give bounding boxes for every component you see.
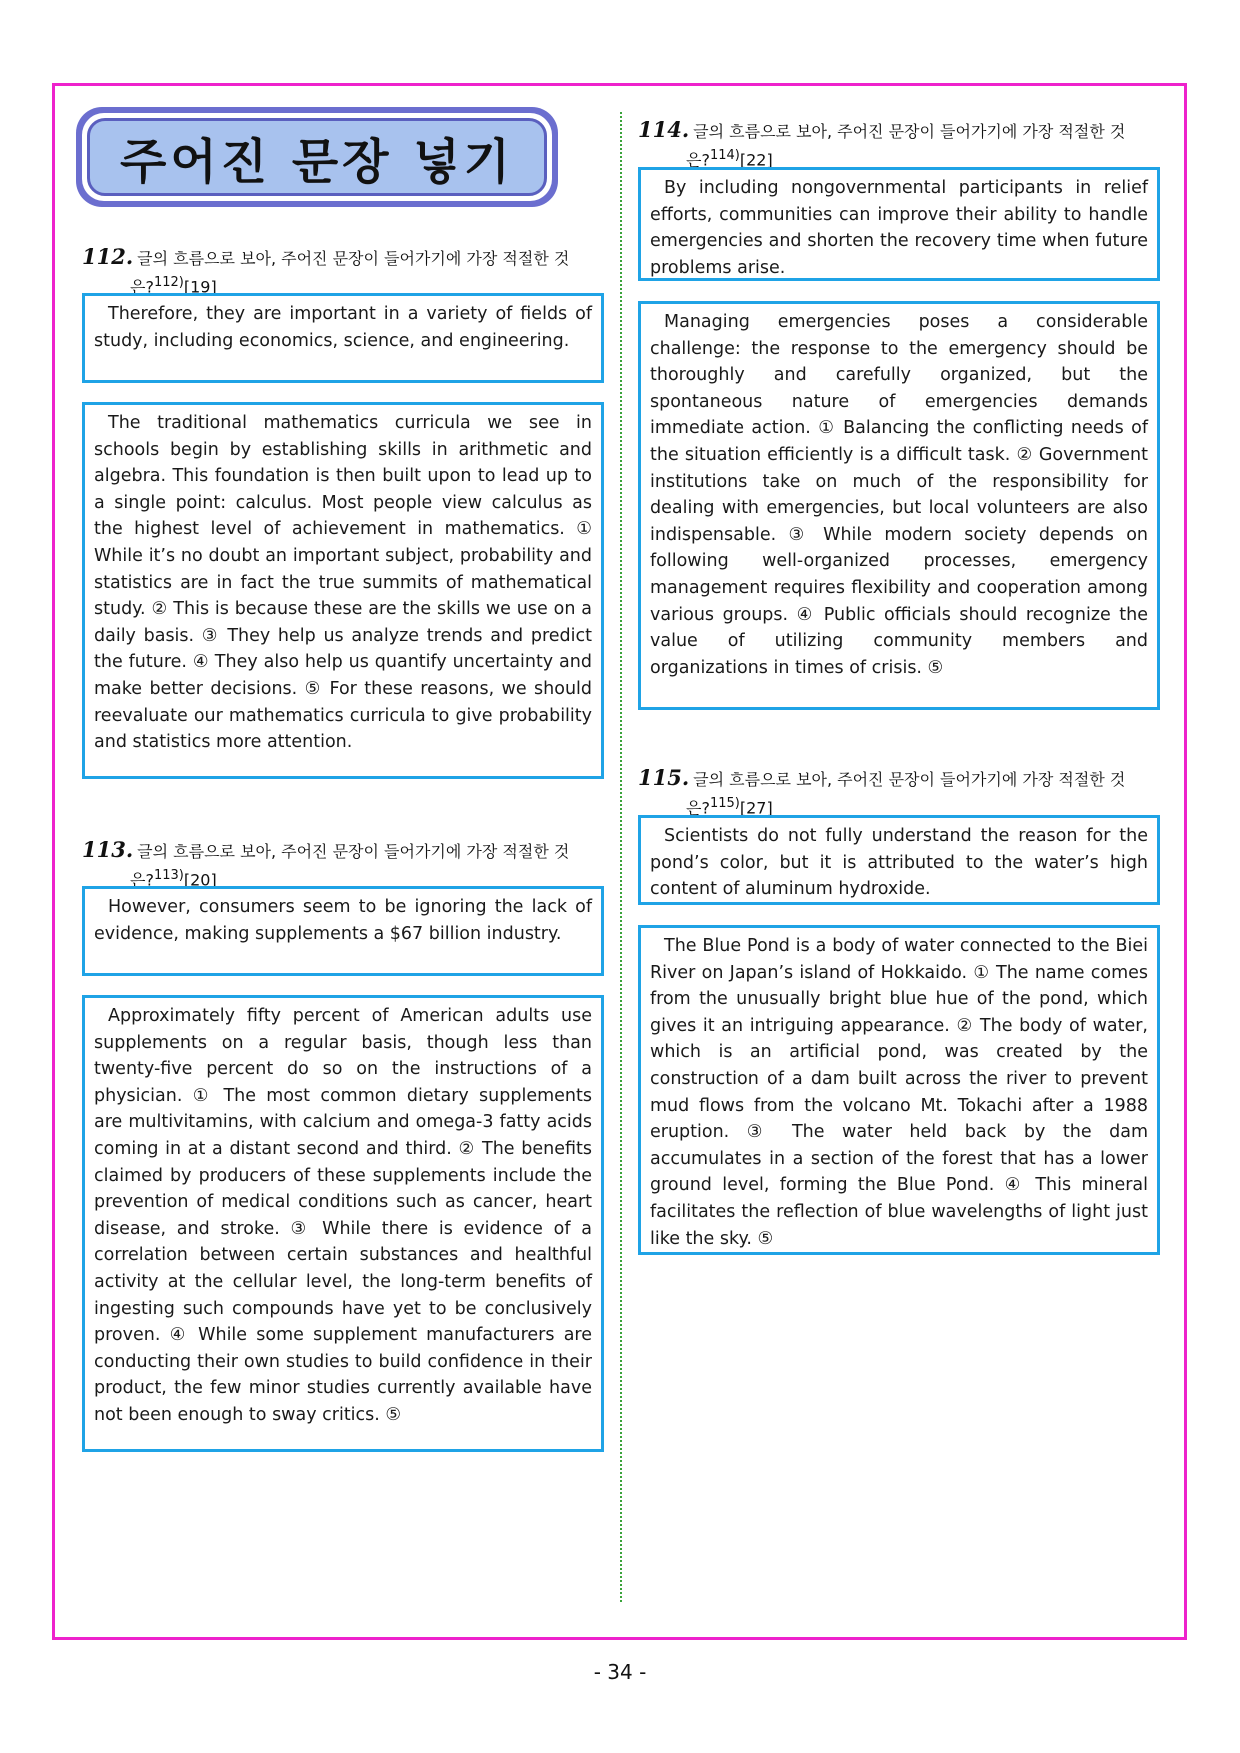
column-divider xyxy=(620,112,622,1602)
question-number: 114. xyxy=(638,117,690,142)
section-title: 주어진 문장 넣기 xyxy=(120,133,514,190)
section-title-panel xyxy=(87,118,547,196)
section-title-ring xyxy=(82,113,552,201)
passage-text: Approximately fifty percent of American adults use supplements on a regular basis, though less than twenty-five percent do so on the instructions of a physician. ① The most common dietary supplements are multivitamins, with calcium and omega-3 fatty acids coming in at a distant second and third. ② The benefits claimed by producers of these supplements include the prevention of medical conditions such as cancer, heart disease, and stroke. ③ While there is evidence of a correlation between certain substances and healthful activity at the cellular level, the long-term benefits of ingesting such compounds have yet to be conclusively proven. ④ While some supplement manufacturers are conducting their own studies to build confidence in their product, the few minor studies currently available have not been enough to sway critics. ⑤ xyxy=(94,1006,592,1425)
question-114-header xyxy=(638,118,1168,172)
question-source: [22] xyxy=(739,150,773,170)
question-prompt: 글의 흐름으로 보아, 주어진 문장이 들어가기에 가장 적절한 것 xyxy=(137,842,570,861)
passage-text: Managing emergencies poses a considerable challenge: the response to the emergency should be thoroughly and carefully organized, but the spontaneous nature of emergencies demands immediate action. ① Balancing the conflicting needs of the situation efficiently is a difficult task. ② Government institutions take on much of the responsibility for dealing with emergencies, but local volunteers are also indispensable. ③ While modern society depends on following well-organized processes, emergency management requires flexibility and cooperation among various groups. ④ Public officials should recognize the value of utilizing community members and organizations in times of crisis. ⑤ xyxy=(650,312,1148,678)
given-sentence: Therefore, they are important in a variety of fields of study, including economics, science, and engineering. xyxy=(94,304,592,351)
passage-box xyxy=(82,995,604,1452)
question-prompt: 글의 흐름으로 보아, 주어진 문장이 들어가기에 가장 적절한 것 xyxy=(693,122,1126,141)
section-title-badge xyxy=(76,107,558,207)
footnote-ref: 115) xyxy=(709,796,740,811)
given-sentence: Scientists do not fully understand the reason for the pond’s color, but it is attributed to the water’s high content of aluminum hydroxide. xyxy=(650,826,1148,900)
given-sentence: However, consumers seem to be ignoring the lack of evidence, making supplements a $67 billion industry. xyxy=(94,897,592,944)
question-115-header xyxy=(638,766,1168,820)
question-prompt-cont: 은?$^{114)}$[22] xyxy=(686,148,773,170)
passage-box xyxy=(82,402,604,779)
question-source: [19] xyxy=(183,277,217,297)
question-source: [27] xyxy=(739,798,773,818)
question-113-header xyxy=(82,838,612,892)
given-sentence: By including nongovernmental participants in relief efforts, communities can improve their ability to handle emergencies and shorten the recovery time when future problems arise. xyxy=(650,178,1148,278)
passage-box xyxy=(638,301,1160,710)
question-number: 113. xyxy=(82,837,134,862)
given-sentence-box xyxy=(82,293,604,383)
question-number: 115. xyxy=(638,765,690,790)
passage-box xyxy=(638,925,1160,1255)
question-112-header xyxy=(82,245,612,299)
question-prompt-cont: 은?$^{113)}$[20] xyxy=(130,868,217,890)
question-prompt-cont: 은?$^{112)}$[19] xyxy=(130,275,217,297)
question-number: 112. xyxy=(82,244,134,269)
question-source: [20] xyxy=(183,870,217,890)
question-prompt: 글의 흐름으로 보아, 주어진 문장이 들어가기에 가장 적절한 것 xyxy=(137,249,570,268)
question-prompt: 글의 흐름으로 보아, 주어진 문장이 들어가기에 가장 적절한 것 xyxy=(693,770,1126,789)
given-sentence-box xyxy=(638,815,1160,905)
given-sentence-box xyxy=(638,167,1160,281)
passage-text: The Blue Pond is a body of water connected to the Biei River on Japan’s island of Hokkaido. ① The name comes from the unusually bright blue hue of the pond, which gives it an intriguing appearance. ② The body of water, which is an artificial pond, was created by the construction of a dam built across the river to prevent mud flows from the volcano Mt. Tokachi after a 1988 eruption. ③ The water held back by the dam accumulates in a section of the forest that has a lower ground level, forming the Blue Pond. ④ This mineral facilitates the reflection of blue wavelengths of light just like the sky. ⑤ xyxy=(650,936,1148,1249)
footnote-ref: 113) xyxy=(153,868,184,883)
passage-text: The traditional mathematics curricula we see in schools begin by establishing skills in arithmetic and algebra. This foundation is then built upon to lead up to a single point: calculus. Most people view calculus as the highest level of achievement in mathematics. ① While it’s no doubt an important subject, probability and statistics are in fact the true summits of mathematical study. ② This is because these are the skills we use on a daily basis. ③ They help us analyze trends and predict the future. ④ They also help us quantify uncertainty and make better decisions. ⑤ For these reasons, we should reevaluate our mathematics curricula to give probability and statistics more attention. xyxy=(94,413,592,753)
footnote-ref: 112) xyxy=(153,275,184,290)
given-sentence-box xyxy=(82,886,604,976)
footnote-ref: 114) xyxy=(709,148,740,163)
page-number: - 34 - xyxy=(593,1660,647,1684)
question-prompt-cont: 은?$^{115)}$[27] xyxy=(686,796,773,818)
